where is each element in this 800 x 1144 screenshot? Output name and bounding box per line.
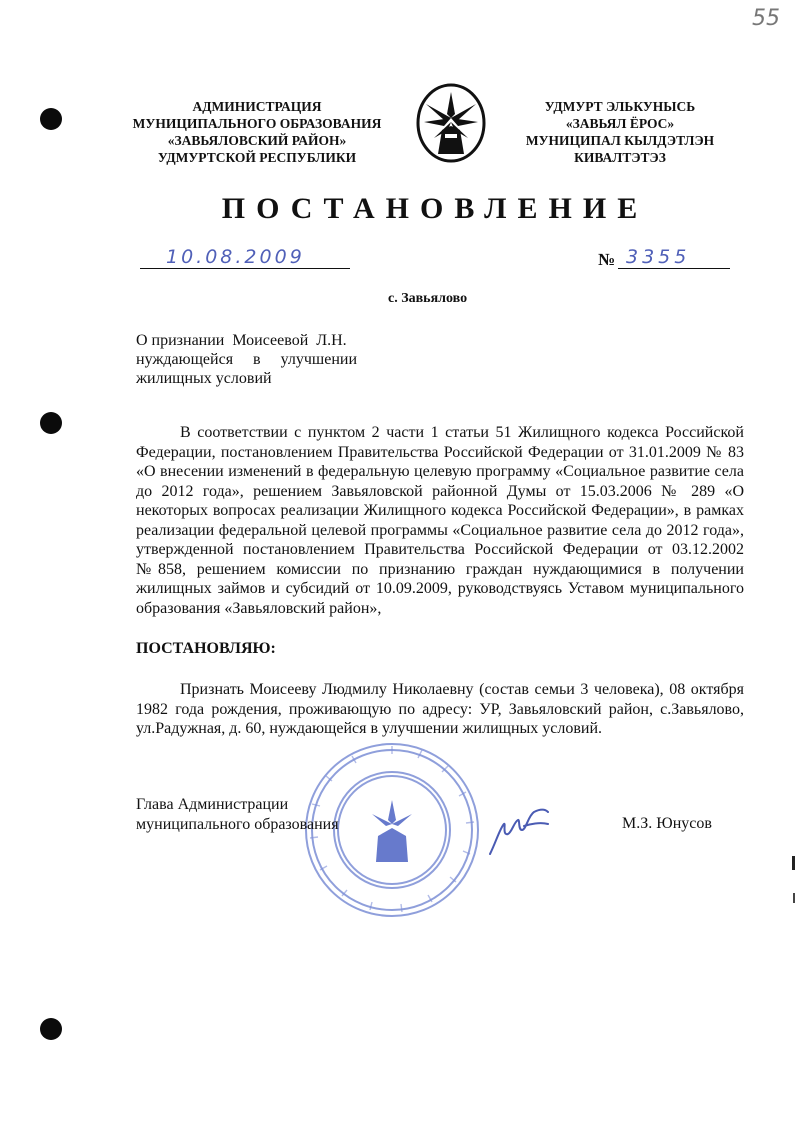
signatory-position-line: Глава Администрации xyxy=(136,796,289,813)
subject-line: жилищных условий xyxy=(136,370,272,387)
document-date: 10.08.2009 xyxy=(166,246,305,268)
signatory-position-line: муниципального образования xyxy=(136,816,339,833)
subject-line: нуждающейся в улучшении xyxy=(136,351,358,368)
document-number: 3355 xyxy=(626,246,691,268)
header-right-line: УДМУРТ ЭЛЬКУНЫСЬ xyxy=(544,99,696,114)
header-right-line: «ЗАВЬЯЛ ЁРОС» xyxy=(565,116,675,131)
number-underline xyxy=(618,268,730,269)
header-left-line: МУНИЦИПАЛЬНОГО ОБРАЗОВАНИЯ xyxy=(132,116,382,131)
place: с. Завьялово xyxy=(388,291,468,306)
subject xyxy=(136,331,360,388)
page-number: 55 xyxy=(752,6,780,31)
decision-paragraph: Признать Моисееву Людмилу Николаевну (состав семьи 3 человека), 08 октября 1982 года рождения, проживающую по адресу: УР, Завьяловский район, с.Завьялово, ул.Радужная, д. 60, нуждающейся в улучшении жилищных условий. xyxy=(136,681,744,737)
punch-hole xyxy=(40,1018,62,1040)
date-underline xyxy=(140,268,350,269)
number-label: № xyxy=(598,250,616,269)
scan-edge-mark xyxy=(793,893,795,903)
document-title: ПОСТАНОВЛЕНИЕ xyxy=(221,192,649,225)
header-left-line: УДМУРТСКОЙ РЕСПУБЛИКИ xyxy=(157,150,357,165)
resolve-heading: ПОСТАНОВЛЯЮ: xyxy=(136,640,276,657)
punch-hole xyxy=(40,412,62,434)
signatory-name: М.З. Юнусов xyxy=(622,815,712,832)
subject-line: О признании Моисеевой Л.Н. xyxy=(136,332,347,349)
header-right-line: КИВАЛТЭТЭЗ xyxy=(574,150,666,165)
signatory-position xyxy=(136,795,339,835)
coat-of-arms-emblem xyxy=(406,82,496,164)
punch-hole xyxy=(40,108,62,130)
scan-edge-mark xyxy=(792,856,795,870)
header-left-line: АДМИНИСТРАЦИЯ xyxy=(192,99,322,114)
header-right xyxy=(505,98,735,166)
header-right-line: МУНИЦИПАЛ КЫЛДЭТЛЭН xyxy=(525,133,715,148)
header-left xyxy=(112,98,402,166)
header-left-line: «ЗАВЬЯЛОВСКИЙ РАЙОН» xyxy=(167,133,347,148)
handwritten-signature xyxy=(484,802,554,858)
preamble-paragraph: В соответствии с пунктом 2 части 1 статьи 51 Жилищного кодекса Российской Федерации, постановлением Правительства Российской Федерации от 31.01.2009 № 83 «О внесении изменений в федеральную целевую программу «Социальное развитие села до 2012 года», решением Завьяловской районной Думы от 15.03.2006 № 289 «О некоторых вопросах реализации Жилищного кодекса Российской Федерации», в рамках реализации федеральной целевой программы «Социальное развитие села до 2012 года», утвержденной постановлением Правительства Российской Федерации от 03.12.2002 №858, решением комиссии по признанию граждан нуждающимися в получении жилищных займов и субсидий от 10.09.2009, руководствуясь Уставом муниципального образования «Завьяловский район», xyxy=(136,424,744,617)
